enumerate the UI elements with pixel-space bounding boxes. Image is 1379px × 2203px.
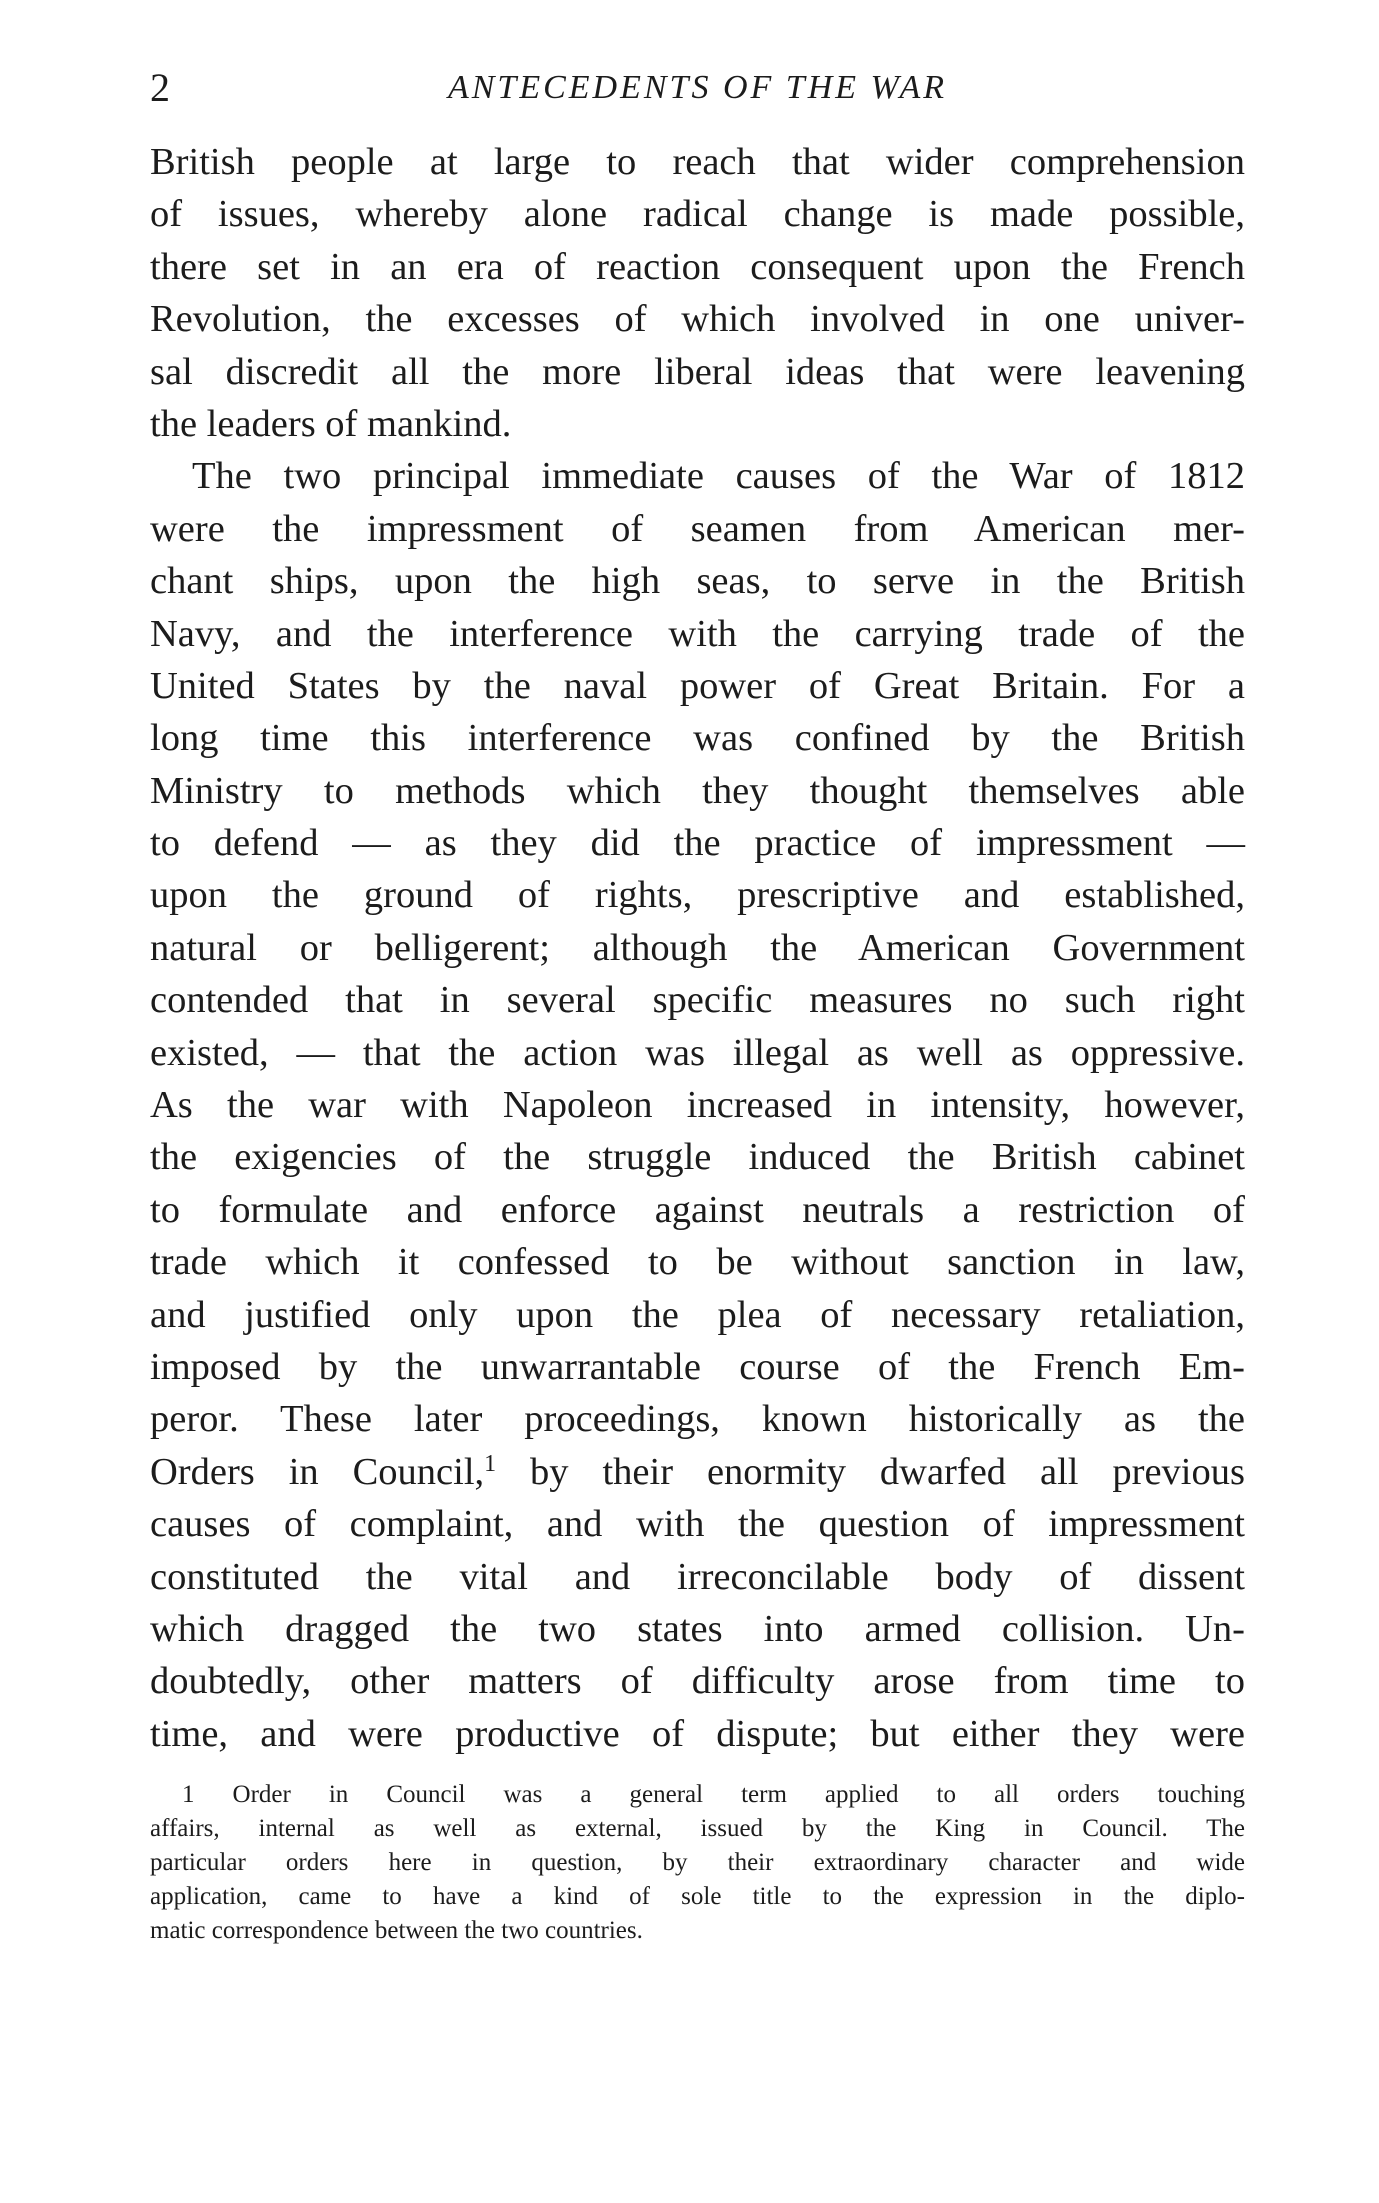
page-number: 2 — [150, 65, 170, 110]
footnote-marker: 1 — [182, 1781, 195, 1808]
footnote-line: particular orders here in question, by their extraordinary character and wide — [150, 1849, 1245, 1876]
text-line: doubtedly, other matters of difficulty arose from time to — [150, 1660, 1245, 1703]
text-line: to formulate and enforce against neutrals a restriction of — [150, 1188, 1245, 1231]
footnote-line: affairs, internal as well as external, issued by the King in Council. The — [150, 1815, 1245, 1842]
text-line: British people at large to reach that wider comprehension — [150, 141, 1245, 183]
text-line: chant ships, upon the high seas, to serve in the British — [150, 560, 1245, 603]
text-line: upon the ground of rights, prescriptive and established, — [150, 874, 1245, 917]
footnote-line: application, came to have a kind of sole title to the expression in the diplo- — [150, 1883, 1245, 1910]
text-line: causes of complaint, and with the question of impressment — [150, 1503, 1245, 1546]
text-line: the exigencies of the struggle induced the British cabinet — [150, 1136, 1245, 1179]
text-line: Ministry to methods which they thought themselves able — [150, 769, 1245, 812]
footnote-line — [150, 1778, 1245, 1812]
text-line: As the war with Napoleon increased in intensity, however, — [150, 1084, 1245, 1127]
text-line: the leaders of mankind. — [150, 402, 512, 445]
text-line: imposed by the unwarrantable course of the French Em- — [150, 1345, 1245, 1388]
text-line: existed, — that the action was illegal as well as oppressive. — [150, 1031, 1245, 1074]
text-line-with-footnote-ref — [150, 1446, 1245, 1498]
text-line: were the impressment of seamen from American mer- — [150, 507, 1245, 550]
paragraph-first-line: The two principal immediate causes of the War of 1812 — [192, 455, 1245, 498]
footnote — [150, 1778, 1245, 1948]
text-segment: by their enormity dwarfed all previous — [496, 1450, 1245, 1493]
text-line: time, and were productive of dispute; but either they were — [150, 1712, 1245, 1755]
footnote-line: matic correspondence between the two countries. — [150, 1917, 643, 1944]
text-line: Navy, and the interference with the carrying trade of the — [150, 612, 1245, 655]
text-line: natural or belligerent; although the American Government — [150, 926, 1245, 969]
text-segment: Order in Council was a general term applied to all orders touching — [232, 1781, 1245, 1808]
running-head: ANTECEDENTS OF THE WAR — [447, 69, 948, 106]
text-line: Revolution, the excesses of which involved in one univer- — [150, 298, 1245, 341]
text-line: to defend — as they did the practice of impressment — — [150, 822, 1245, 865]
text-segment: Orders in Council, — [150, 1450, 485, 1493]
text-line: long time this interference was confined by the British — [150, 717, 1245, 760]
footnote-reference[interactable]: 1 — [484, 1450, 497, 1477]
text-line: sal discredit all the more liberal ideas that were leavening — [150, 350, 1245, 393]
text-line: and justified only upon the plea of necessary retaliation, — [150, 1293, 1245, 1336]
text-line: peror. These later proceedings, known historically as the — [150, 1398, 1245, 1441]
text-line: of issues, whereby alone radical change is made possible, — [150, 193, 1245, 236]
text-line: contended that in several specific measures no such right — [150, 979, 1245, 1022]
text-line: there set in an era of reaction consequent upon the French — [150, 245, 1245, 288]
body-text — [150, 136, 1245, 1760]
text-line: which dragged the two states into armed collision. Un- — [150, 1607, 1245, 1650]
text-line: constituted the vital and irreconcilable body of dissent — [150, 1555, 1245, 1598]
text-line: trade which it confessed to be without sanction in law, — [150, 1241, 1245, 1284]
page-header — [150, 58, 1245, 118]
text-line: United States by the naval power of Great Britain. For a — [150, 664, 1245, 707]
